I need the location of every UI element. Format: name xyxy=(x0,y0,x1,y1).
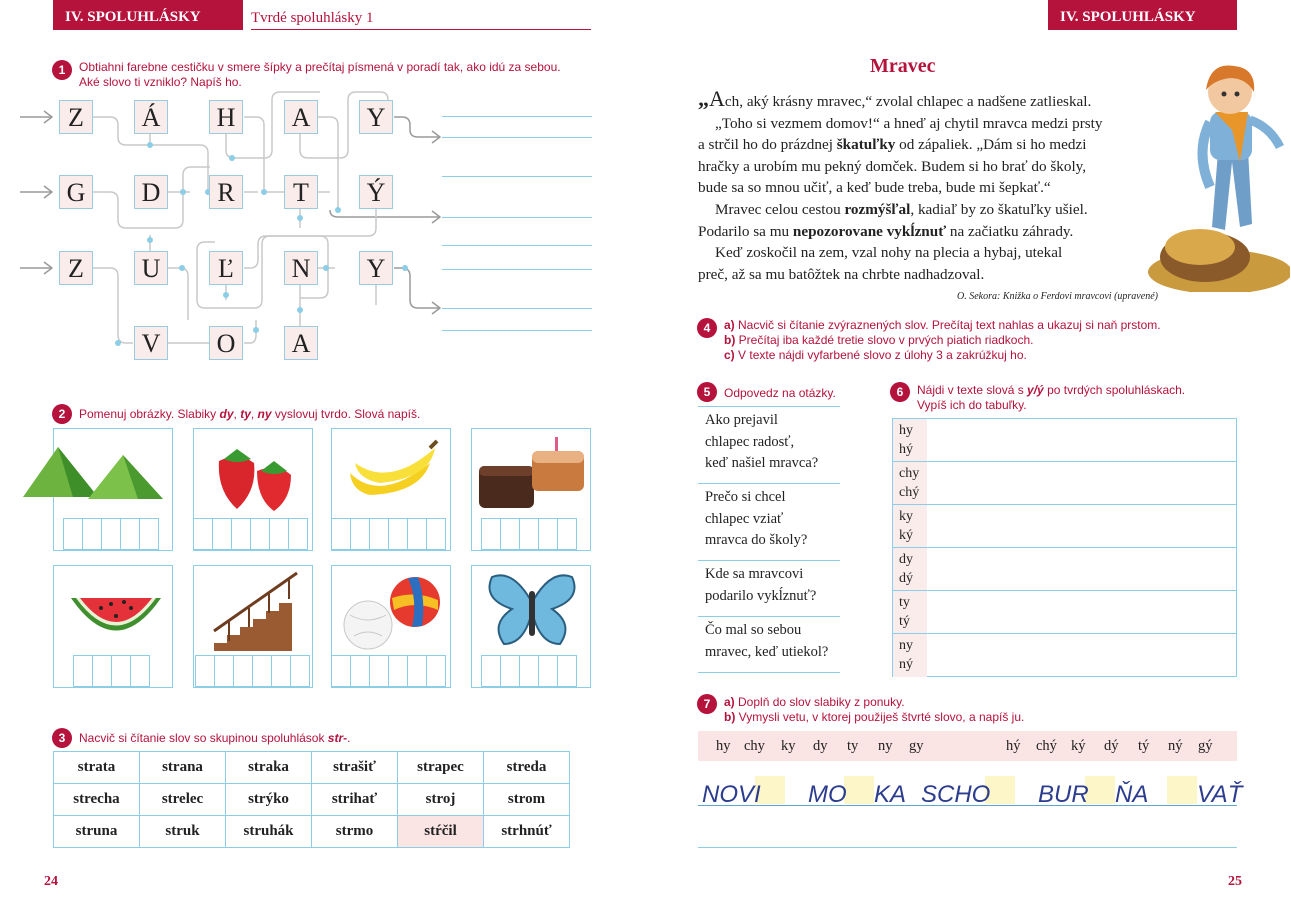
task-7-instructions xyxy=(724,695,1244,725)
table-cell: strecha xyxy=(54,784,140,816)
table-cell: strana xyxy=(140,752,226,784)
syllable-option: gy xyxy=(909,738,924,754)
syllable-bank xyxy=(698,731,1237,761)
strawberries-icon xyxy=(199,431,309,511)
syllable-dy: dy xyxy=(219,407,234,421)
story-line xyxy=(698,221,1158,243)
task-3-text-c: . xyxy=(347,731,351,745)
table-cell: strmo xyxy=(312,816,398,848)
story-source: O. Sekora: Knižka o Ferdovi mravcovi (upravené) xyxy=(957,291,1158,302)
answer-line[interactable] xyxy=(442,330,592,331)
tents-icon xyxy=(18,437,178,507)
syllable-ny: ny xyxy=(257,407,272,421)
table-cell: straka xyxy=(226,752,312,784)
story-text-run: Mravec celou cestou xyxy=(715,200,845,218)
maze-letter-r4-2: O xyxy=(209,326,243,360)
item-label: c) xyxy=(724,348,735,362)
letter-cells[interactable] xyxy=(196,655,310,687)
syllable: ký xyxy=(899,528,913,543)
row-label xyxy=(893,591,927,633)
task-2-sep: , xyxy=(233,407,241,421)
table-cell: strhnúť xyxy=(484,816,570,848)
maze-letter-r2-3: R xyxy=(209,175,243,209)
task-7-number: 7 xyxy=(697,694,717,714)
question-line: mravca do školy? xyxy=(705,532,808,548)
task-7-item-a xyxy=(724,695,1244,710)
story-line: hračky a urobím mu pekný domček. Budem si ho brať do školy, xyxy=(698,157,1087,175)
task-5-number: 5 xyxy=(697,382,717,402)
item-text: V texte nájdi vyfarbené slovo z úlohy 3 a zakrúžkuj ho. xyxy=(738,348,1027,362)
task-6-number: 6 xyxy=(890,382,910,402)
syllable-option: chy xyxy=(744,738,765,754)
question-line: Čo mal so sebou xyxy=(705,622,802,638)
answer-cell[interactable] xyxy=(927,419,1236,461)
maze-letter-r4-1: V xyxy=(134,326,168,360)
table-cell: strom xyxy=(484,784,570,816)
letter-cells[interactable] xyxy=(64,518,159,550)
task-4-item-c xyxy=(724,348,1244,363)
str-words-table xyxy=(53,751,570,848)
table-row xyxy=(893,591,1236,634)
task-3-text-a: Nacvič si čítanie slov so skupinou spoluhlások xyxy=(79,731,328,745)
task-6-line1 xyxy=(917,383,1237,398)
bold-word: rozmýšľal xyxy=(844,200,911,218)
task-2-instructions xyxy=(79,407,599,422)
task-4-item-a xyxy=(724,318,1244,333)
syllable-option: dý xyxy=(1104,738,1119,754)
maze-letter-r1-1: Z xyxy=(59,100,93,134)
letter-cells[interactable] xyxy=(482,518,577,550)
table-cell: strašiť xyxy=(312,752,398,784)
row-label xyxy=(893,419,927,461)
syllable-option: ty xyxy=(847,738,859,754)
table-row xyxy=(54,752,570,784)
writing-line[interactable] xyxy=(698,805,1237,806)
answer-line[interactable] xyxy=(442,217,592,218)
row-label xyxy=(893,505,927,547)
maze-letter-r3-2: U xyxy=(134,251,168,285)
task-4-number: 4 xyxy=(697,318,717,338)
maze-letter-r2-4: T xyxy=(284,175,318,209)
story-text-run: , kadiaľ by zo škatuľky ušiel. xyxy=(910,200,1088,218)
y-words-table xyxy=(892,418,1237,677)
syllable-blank[interactable] xyxy=(1085,776,1115,804)
task-6-text: po tvrdých spoluhláskach. xyxy=(1043,383,1186,397)
task-2-sep: , xyxy=(250,407,258,421)
syllable-option: ný xyxy=(1168,738,1183,754)
answer-cell[interactable] xyxy=(927,591,1236,633)
task-4-item-b xyxy=(724,333,1244,348)
item-label: b) xyxy=(724,333,736,347)
table-cell: streda xyxy=(484,752,570,784)
bananas-icon xyxy=(340,433,450,513)
syllable-blank[interactable] xyxy=(1167,776,1197,804)
picture-stairs xyxy=(193,565,313,688)
drop-cap: A xyxy=(709,86,725,111)
table-cell: struhák xyxy=(226,816,312,848)
syllable: dý xyxy=(899,571,913,586)
table-row xyxy=(893,419,1236,462)
picture-strawberries xyxy=(193,428,313,551)
table-cell-highlighted: stŕčil xyxy=(398,816,484,848)
answer-cell[interactable] xyxy=(927,505,1236,547)
syllable-option: gý xyxy=(1198,738,1213,754)
task-3-instructions xyxy=(79,731,599,746)
maze-letter-r4-3: A xyxy=(284,326,318,360)
section-label-left: IV. SPOLUHLÁSKY xyxy=(53,0,243,30)
syllable-option: ny xyxy=(878,738,893,754)
answer-cell[interactable] xyxy=(927,548,1236,590)
task-3-number: 3 xyxy=(52,728,72,748)
question-line: chlapec radosť, xyxy=(705,433,795,450)
story-title: Mravec xyxy=(870,55,936,77)
question-item xyxy=(698,560,840,616)
table-cell: struk xyxy=(140,816,226,848)
item-text: Nacvič si čítanie zvýraznených slov. Prečítaj text nahlas a ukazuj si naň prstom. xyxy=(738,318,1161,332)
syllable-option: tý xyxy=(1138,738,1150,754)
item-label: a) xyxy=(724,695,735,709)
page-number-left: 24 xyxy=(44,874,58,889)
table-row xyxy=(893,505,1236,548)
story-text-run: Podarilo sa mu xyxy=(698,222,793,240)
row-label xyxy=(893,548,927,590)
question-item xyxy=(698,483,840,560)
maze-letter-r1-5: Y xyxy=(359,100,393,134)
letter-cells[interactable] xyxy=(332,655,446,687)
stairs-icon xyxy=(209,571,309,656)
picture-balls xyxy=(331,565,451,688)
maze-letter-r3-1: Z xyxy=(59,251,93,285)
story-text xyxy=(698,88,1158,285)
syllable: dy xyxy=(899,552,913,567)
syllable: ny xyxy=(899,638,913,653)
maze-letter-r2-1: G xyxy=(59,175,93,209)
question-line: Ako prejavil xyxy=(705,412,778,428)
story-line xyxy=(698,88,1158,113)
question-line: podarilo vykĺznuť? xyxy=(705,587,817,604)
task-2-text-b: vyslovuj tvrdo. Slová napíš. xyxy=(271,407,421,421)
item-text: Doplň do slov slabiky z ponuky. xyxy=(738,695,905,709)
task-2-text-a: Pomenuj obrázky. Slabiky xyxy=(79,407,220,421)
syllable-option: chý xyxy=(1036,738,1057,754)
word-part: NOVI xyxy=(702,781,761,808)
row-label xyxy=(893,634,927,677)
table-cell: strapec xyxy=(398,752,484,784)
syllable: tý xyxy=(899,614,910,629)
letter-cells[interactable] xyxy=(332,518,446,550)
table-cell: strelec xyxy=(140,784,226,816)
word-part: SCHO xyxy=(921,781,991,808)
table-cell: strata xyxy=(54,752,140,784)
answer-line[interactable] xyxy=(442,137,592,138)
maze-letter-r3-3: Ľ xyxy=(209,251,243,285)
syllable: chy xyxy=(899,466,920,481)
question-item xyxy=(698,616,840,673)
question-line: Prečo si chcel xyxy=(705,489,786,505)
story-line xyxy=(698,199,1158,221)
maze-letter-r1-3: H xyxy=(209,100,243,134)
word-part: BUR xyxy=(1038,781,1089,808)
boy-with-leaves-illustration xyxy=(1140,52,1290,292)
story-line: preč, až sa mu batôžtek na chrbte nadhadzoval. xyxy=(698,265,985,283)
picture-butterfly xyxy=(471,565,591,688)
maze-letter-r1-2: Á xyxy=(134,100,168,134)
task-6-line2: Vypíš ich do tabuľky. xyxy=(917,398,1027,412)
story-line: „Toho si vezmem domov!“ a hneď aj chytil mravca medzi prsty xyxy=(715,114,1103,132)
task-6-text: Nájdi v texte slová s xyxy=(917,383,1028,397)
word-part: MO xyxy=(808,781,847,808)
section-label-right: IV. SPOLUHLÁSKY xyxy=(1048,0,1237,30)
table-cell: stroj xyxy=(398,784,484,816)
story-text-run: ch, aký krásny mravec,“ zvolal chlapec a nadšene zatlieskal. xyxy=(724,93,1092,110)
maze-letter-r3-5: Y xyxy=(359,251,393,285)
picture-bananas xyxy=(331,428,451,551)
table-row xyxy=(54,784,570,816)
letter-cells[interactable] xyxy=(74,655,150,687)
syllable: ky xyxy=(899,509,913,524)
syllable-option: ký xyxy=(1071,738,1086,754)
table-row xyxy=(893,634,1236,677)
question-item xyxy=(698,406,840,483)
story-text-run: od zápaliek. „Dám si ho medzi xyxy=(895,136,1087,154)
syllable-blank[interactable] xyxy=(844,776,874,804)
word-part: KA xyxy=(874,781,907,808)
letter-cells[interactable] xyxy=(482,655,577,687)
task-1-line1: Obtiahni farebne cestičku v smere šípky a prečítaj písmená v poradí tak, ako idú za sebou. xyxy=(79,60,561,74)
task-5-instructions: Odpovedz na otázky. xyxy=(724,386,836,400)
maze-letter-r2-5: Ý xyxy=(359,175,393,209)
story-line: bude sa so mnou učiť, a keď bude treba, bude mi šepkať.“ xyxy=(698,179,1051,197)
maze-letter-r1-4: A xyxy=(284,100,318,134)
item-label: b) xyxy=(724,710,736,724)
watermelon-icon xyxy=(66,588,166,648)
syllable-option: hy xyxy=(716,738,731,754)
task-3-cluster: str- xyxy=(327,731,348,745)
bold-word: nepozorovane vykĺznuť xyxy=(792,222,947,240)
syllable: hý xyxy=(899,442,913,457)
task-2-number: 2 xyxy=(52,404,72,424)
task-4-instructions xyxy=(724,318,1244,363)
story-text-run: a strčil ho do prázdnej xyxy=(698,136,837,154)
syllable-option: hý xyxy=(1006,738,1021,754)
table-cell: struna xyxy=(54,816,140,848)
story-line xyxy=(698,134,1158,156)
item-label: a) xyxy=(724,318,735,332)
task-1-line2: Aké slovo ti vzniklo? Napíš ho. xyxy=(79,75,242,89)
answer-line[interactable] xyxy=(442,176,592,177)
picture-tents xyxy=(53,428,173,551)
balls-icon xyxy=(340,570,450,650)
cakes-icon xyxy=(477,431,587,511)
butterfly-icon xyxy=(482,569,582,649)
answer-line[interactable] xyxy=(442,308,592,309)
page-number-right: 25 xyxy=(1228,874,1242,889)
syllable-option: dy xyxy=(813,738,828,754)
syllable: ty xyxy=(899,595,910,610)
answer-cell[interactable] xyxy=(927,634,1236,677)
story-text-run: na začiatku záhrady. xyxy=(946,222,1074,240)
questions-list xyxy=(698,406,840,673)
story-line: Keď zoskočil na zem, vzal nohy na plecia a hybaj, utekal xyxy=(715,244,1063,262)
answer-line[interactable] xyxy=(442,245,592,246)
syllable: hy xyxy=(899,423,913,438)
bold-word: škatuľky xyxy=(836,136,896,154)
syllable: chý xyxy=(899,485,920,500)
question-line: mravec, keď utiekol? xyxy=(705,643,829,660)
table-cell: strýko xyxy=(226,784,312,816)
letter-cells[interactable] xyxy=(194,518,308,550)
question-line: keď našiel mravca? xyxy=(705,455,819,471)
row-label xyxy=(893,462,927,504)
maze-letter-r3-4: N xyxy=(284,251,318,285)
table-row xyxy=(54,816,570,848)
picture-cakes xyxy=(471,428,591,551)
question-line: Kde sa mravcovi xyxy=(705,566,804,582)
writing-line[interactable] xyxy=(698,847,1237,848)
maze-letter-r2-2: D xyxy=(134,175,168,209)
task-7-item-b xyxy=(724,710,1244,725)
page-subtitle: Tvrdé spoluhlásky 1 xyxy=(251,0,591,30)
item-text: Vymysli vetu, v ktorej použiješ štvrté slovo, a napíš ju. xyxy=(738,710,1025,724)
table-cell: strihať xyxy=(312,784,398,816)
picture-watermelon xyxy=(53,565,173,688)
table-row xyxy=(893,462,1236,505)
table-row xyxy=(893,548,1236,591)
syllable: ný xyxy=(899,657,913,672)
word-part: ŇA xyxy=(1115,781,1149,808)
task-6-instructions xyxy=(917,383,1237,413)
syllable-ty: ty xyxy=(240,407,251,421)
answer-line[interactable] xyxy=(442,269,592,270)
question-line: chlapec vziať xyxy=(705,510,784,527)
answer-line[interactable] xyxy=(442,116,592,117)
task-1-number: 1 xyxy=(52,60,72,80)
syllable-option: ky xyxy=(781,738,796,754)
answer-cell[interactable] xyxy=(927,462,1236,504)
task-6-yy: y/ý xyxy=(1027,383,1044,397)
opening-quote: „ xyxy=(698,86,709,111)
item-text: Prečítaj iba každé tretie slovo v prvých piatich riadkoch. xyxy=(738,333,1034,347)
word-part: VAŤ xyxy=(1197,781,1243,808)
